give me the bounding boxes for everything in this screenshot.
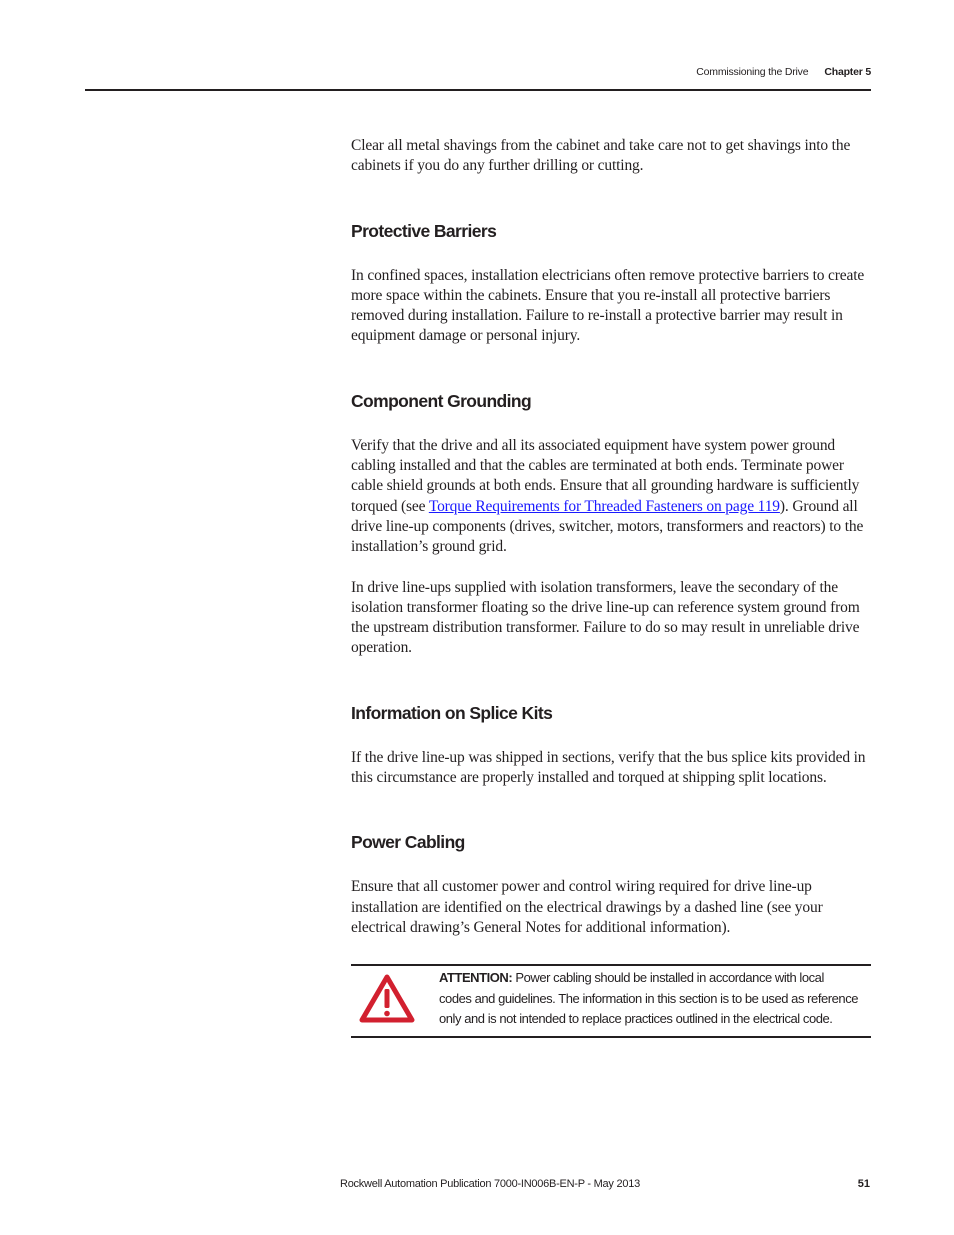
attention-box xyxy=(351,964,871,1038)
heading-component-grounding: Component Grounding xyxy=(351,390,532,411)
heading-power-cabling: Power Cabling xyxy=(351,832,465,853)
running-header xyxy=(696,66,871,78)
header-section-title: Commissioning the Drive xyxy=(696,66,809,78)
attention-message: Power cabling should be installed in accordance with local codes and guidelines. The information in this section is to be used as reference only and is not intended to replace practices outlined in the electrical code. xyxy=(439,970,859,1026)
attention-text xyxy=(439,968,859,1030)
intro-paragraph: Clear all metal shavings from the cabinet and take care not to get shavings into the cabinets if you do any further drilling or cutting. xyxy=(351,137,851,175)
heading-protective-barriers: Protective Barriers xyxy=(351,220,497,241)
footer-publication: Rockwell Automation Publication 7000-IN006B-EN-P - May 2013 xyxy=(340,1178,640,1190)
header-chapter-label: Chapter 5 xyxy=(824,66,871,78)
component-grounding-paragraph-2: In drive line-ups supplied with isolation transformers, leave the secondary of the isolation transformer floating so the drive line-up can reference system ground from the upstream distribution transformer. Failure to do so may result in unreliable drive operation. xyxy=(351,578,860,657)
power-cabling-paragraph: Ensure that all customer power and control wiring required for drive line-up installation are identified on the electrical drawings by a dashed line (see your electrical drawing’s General Notes for additional information). xyxy=(351,878,823,936)
heading-splice-kits: Information on Splice Kits xyxy=(351,702,553,723)
protective-barriers-paragraph: In confined spaces, installation electricians often remove protective barriers to create more space within the cabinets. Ensure that you re-install all protective barriers removed during installation. Failure to re-install a protective barrier may result in equipment damage or personal injury. xyxy=(351,266,865,345)
component-grounding-paragraph-1 xyxy=(351,436,873,558)
attention-label: ATTENTION: xyxy=(439,970,513,985)
main-content xyxy=(351,136,873,938)
header-rule xyxy=(85,89,871,91)
page-number: 51 xyxy=(857,1178,870,1190)
warning-triangle-icon xyxy=(359,973,415,1023)
grounding-text-before-link: Verify that the drive and all its associated equipment have system power ground cabling installed and that the cables are terminated at both ends. Terminate power cable shield grounds at both ends. Ensure that all grounding hardware is sufficiently torqued (see xyxy=(351,436,860,515)
torque-requirements-link[interactable]: Torque Requirements for Threaded Fasteners on page 119 xyxy=(428,497,780,515)
splice-kits-paragraph: If the drive line-up was shipped in sections, verify that the bus splice kits provided in this circumstance are properly installed and torqued at shipping split locations. xyxy=(351,748,866,787)
grounding-text-after-link: ). Ground all drive line-up components (drives, switcher, motors, transformers and reactors) to the installation’s ground grid. xyxy=(351,497,864,556)
